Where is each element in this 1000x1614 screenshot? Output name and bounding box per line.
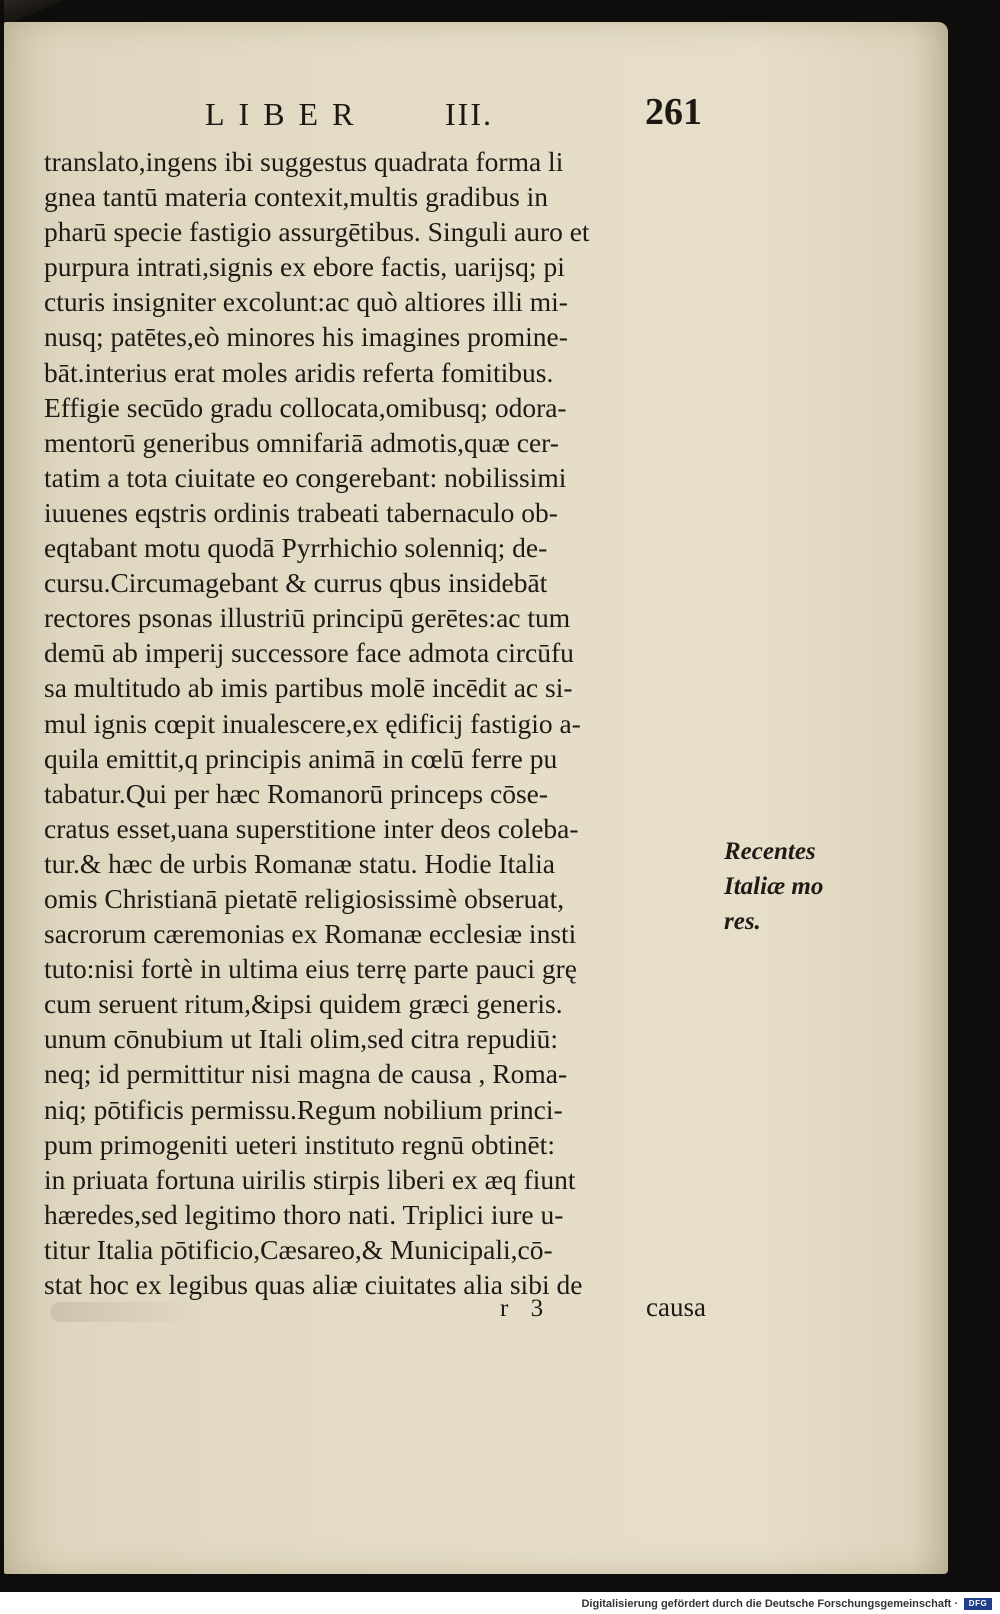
marginal-note <box>724 834 874 939</box>
text-line: quila emittit,q principis animā in cœlū ferre pu <box>44 742 558 774</box>
text-line: demū ab imperij successore face admota circūfu <box>44 637 574 669</box>
text-line: bāt.interius erat moles aridis referta fomitibus. <box>44 356 554 388</box>
text-line: cursu.Circumagebant & currus qbus insidebāt <box>44 567 548 599</box>
running-head <box>205 91 725 142</box>
text-line: stat hoc ex legibus quas aliæ ciuitates alia sibi de <box>44 1269 583 1300</box>
text-line: tatim a tota ciuitate eo congerebant: nobilissimi <box>44 461 567 493</box>
text-line: mentorū generibus omnifariā admotis,quæ cer- <box>44 426 559 458</box>
text-line: tur.& hæc de urbis Romanæ statu. Hodie Italia <box>44 847 555 879</box>
text-line: cratus esset,uana superstitione inter deos coleba- <box>44 812 579 844</box>
text-line: unum cōnubium ut Itali olim,sed citra repudiū: <box>44 1023 559 1055</box>
text-line: pharū specie fastigio assurgētibus. Singuli auro et <box>44 216 590 248</box>
text-line: hæredes,sed legitimo thoro nati. Triplici iure u- <box>44 1198 564 1230</box>
text-line: Effigie secūdo gradu collocata,omibusq; odora- <box>44 391 567 423</box>
text-line: niq; pōtificis permissu.Regum nobilium princi- <box>44 1093 563 1125</box>
text-line: eqtabant motu quodā Pyrrhichio solenniq; de- <box>44 532 548 564</box>
text-line: translato,ingens ibi suggestus quadrata forma li <box>44 146 564 177</box>
folio-number: 261 <box>645 91 702 133</box>
text-line: tabatur.Qui per hæc Romanorū princeps cōse- <box>44 777 549 809</box>
text-line: neq; id permittitur nisi magna de causa , Roma- <box>44 1058 568 1090</box>
marginal-note-line: Italiæ mo <box>724 873 824 900</box>
text-line: mul ignis cœpit inualescere,ex ędificij fastigio a- <box>44 707 581 739</box>
signature-mark: r 3 <box>500 1295 552 1322</box>
catchword: causa <box>646 1292 706 1322</box>
text-line: iuuenes eqstris ordinis trabeati tabernaculo ob- <box>44 496 558 528</box>
text-line: tuto:nisi fortè in ultima eius terrę parte pauci grę <box>44 953 578 985</box>
text-line: nusq; patētes,eò minores his imagines promine- <box>44 321 568 353</box>
credit-text: Digitalisierung gefördert durch die Deutsche Forschungsgemeinschaft · <box>581 1598 958 1610</box>
ink-bleed-through <box>50 1302 200 1322</box>
text-line: cum seruent ritum,&ipsi quidem græci generis. <box>44 988 563 1020</box>
text-line: omis Christianā pietatē religiosissimè obseruat, <box>44 882 565 914</box>
digitization-credit <box>581 1596 992 1612</box>
marginal-note-line: res. <box>724 908 761 935</box>
text-line: cturis insigniter excolunt:ac quò altiores illi mi- <box>44 286 568 318</box>
running-head-title: LIBER <box>205 96 368 132</box>
text-line: titur Italia pōtificio,Cæsareo,& Municipali,cō- <box>44 1233 553 1265</box>
text-line: sa multitudo ab imis partibus molē incēdit ac si- <box>44 672 573 704</box>
text-line: sacrorum cæremonias ex Romanæ ecclesiæ insti <box>44 918 577 950</box>
dfg-logo: DFG <box>964 1598 992 1610</box>
text-line: pum primogeniti ueteri instituto regnū obtinēt: <box>44 1128 555 1160</box>
text-line: purpura intrati,signis ex ebore factis, uarijsq; pi <box>44 251 565 283</box>
text-line: in priuata fortuna uirilis stirpis liberi ex æq fiunt <box>44 1163 576 1195</box>
marginal-note-line: Recentes <box>724 838 816 865</box>
body-text <box>44 144 704 1302</box>
text-line: gnea tantū materia contexit,multis gradibus in <box>44 181 549 213</box>
running-head-book-number: III. <box>445 96 493 132</box>
text-line: rectores psonas illustriū principū gerētes:ac tum <box>44 602 571 634</box>
